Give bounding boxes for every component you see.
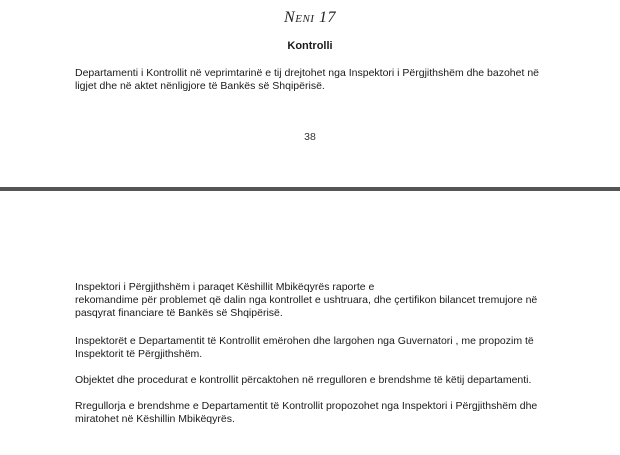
page-divider [0, 187, 620, 191]
paragraph-line: ligjet dhe në aktet nënligjore të Bankës së Shqipërisë. [75, 80, 325, 92]
article-heading: Neni 17 [284, 9, 336, 26]
paragraph-line: Departamenti i Kontrollit në veprimtarinë e tij drejtohet nga Inspektori i Përgjithshëm dhe bazohet në [75, 67, 540, 79]
paragraph-line: Inspektori i Përgjithshëm i paraqet Këshillit Mbikëqyrës raporte e [75, 281, 375, 293]
paragraph-2 [75, 335, 565, 361]
paragraph-line: pasqyrat financiare të Bankës së Shqipërisë. [75, 307, 283, 319]
paragraph-line: Objektet dhe procedurat e kontrollit përcaktohen në rregulloren e brendshme të këtij departamenti. [75, 374, 532, 386]
paragraph-1 [75, 281, 565, 320]
paragraph-line: Rregullorja e brendshme e Departamentit të Kontrollit propozohet nga Inspektori i Përgjithshëm dhe [75, 400, 538, 412]
paragraph-4 [75, 400, 565, 426]
paragraph-line: Inspektorit të Përgjithshëm. [75, 348, 203, 360]
page-number: 38 [304, 131, 316, 143]
article-paragraph [75, 67, 565, 93]
paragraph-line: miratohet në Këshillin Mbikëqyrës. [75, 413, 235, 425]
paragraph-line: Inspektorët e Departamentit të Kontrollit emërohen dhe largohen nga Guvernatori , me propozim të [75, 335, 534, 347]
paragraph-line: rekomandime për problemet që dalin nga kontrollet e ushtruara, dhe çertifikon bilancet tremujore në [75, 294, 538, 306]
paragraph-3 [75, 374, 565, 387]
article-title: Kontrolli [287, 40, 333, 52]
